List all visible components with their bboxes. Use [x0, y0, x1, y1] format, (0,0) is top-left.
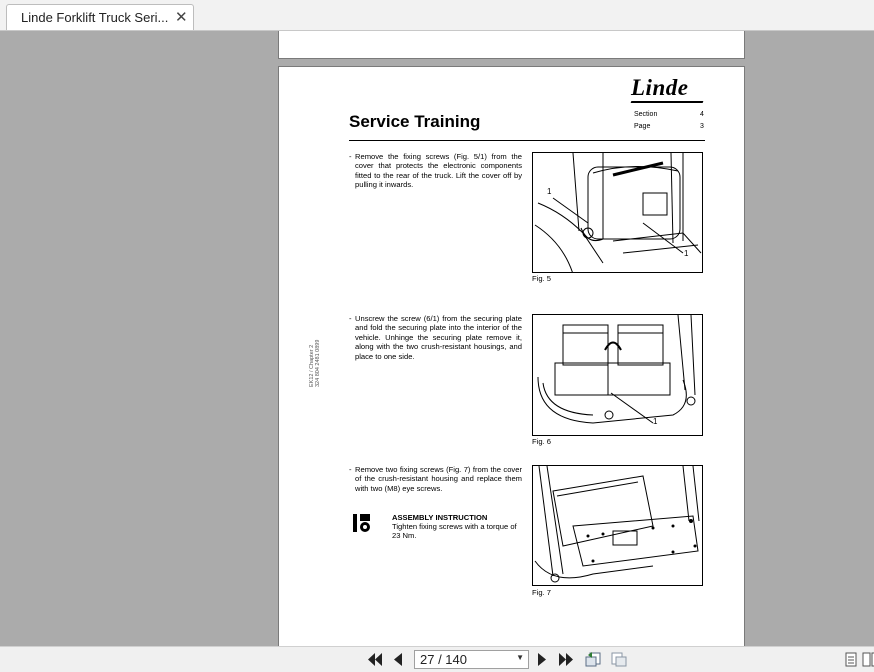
close-tab-icon[interactable]: ✕ — [175, 9, 188, 26]
figure-caption: Fig. 7 — [532, 588, 551, 597]
step-dash: - — [349, 314, 352, 323]
last-page-icon[interactable] — [557, 651, 575, 668]
side-code-line: 324 804 2481 0899 — [315, 339, 321, 387]
figure-callout: 1 — [684, 249, 689, 258]
step-text: Remove the fixing screws (Fig. 5/1) from the cover that protects the electronic components fitted to the rear of the truck. Lift the cover off by pulling it inwards. — [355, 152, 522, 190]
document-tab[interactable] — [6, 4, 194, 30]
figure-7-image — [532, 465, 703, 586]
tab-title: Linde Forklift Truck Seri... — [21, 10, 169, 25]
instruction-step — [349, 314, 522, 361]
brand-logo: Linde — [631, 75, 689, 100]
navigation-toolbar — [0, 646, 874, 672]
housing-cover-drawing — [533, 466, 703, 586]
logo-underline — [631, 101, 704, 103]
single-page-view-icon[interactable] — [842, 651, 860, 668]
assembly-instruction-text: Tighten fixing screws with a torque of 23 Nm. — [392, 522, 517, 541]
step-text: Remove two fixing screws (Fig. 7) from the cover of the crush-resistant housing and replace them with two (M8) eye screws. — [355, 465, 522, 493]
next-page-icon[interactable] — [533, 651, 551, 668]
step-text: Unscrew the screw (6/1) from the securing plate and fold the securing plate into the interior of the vehicle. Unhinge the securing plate remove it, along with the two crush-resistant housings, and place to one side. — [355, 314, 522, 361]
page-value: 3 — [700, 123, 704, 130]
instruction-step — [349, 152, 522, 190]
go-forward-icon[interactable] — [610, 651, 628, 668]
section-value: 4 — [700, 111, 704, 118]
forklift-cover-drawing — [533, 153, 703, 273]
torque-wrench-icon — [351, 512, 373, 534]
header-rule — [349, 140, 705, 141]
page-label: Page — [634, 123, 651, 130]
battery-housing-drawing — [533, 315, 703, 436]
document-viewer[interactable] — [0, 31, 874, 646]
step-dash: - — [349, 465, 352, 474]
prev-page-icon[interactable] — [390, 651, 408, 668]
figure-5-image — [532, 152, 703, 273]
side-code-line: EK12 / Chapter 2 — [309, 344, 315, 387]
chevron-down-icon: ▼ — [516, 653, 524, 662]
figure-6-image — [532, 314, 703, 436]
go-back-icon[interactable] — [584, 651, 602, 668]
page-number-selector[interactable] — [414, 650, 529, 669]
side-code — [309, 340, 321, 387]
figure-caption: Fig. 6 — [532, 437, 551, 446]
instruction-step — [349, 465, 522, 493]
step-dash: - — [349, 152, 352, 161]
section-label: Section — [634, 111, 658, 118]
previous-page — [278, 31, 745, 59]
assembly-instruction-title: ASSEMBLY INSTRUCTION — [392, 513, 488, 522]
two-page-view-icon[interactable] — [862, 651, 874, 668]
current-page — [278, 66, 745, 646]
figure-caption: Fig. 5 — [532, 274, 551, 283]
tab-bar — [0, 0, 874, 31]
first-page-icon[interactable] — [366, 651, 384, 668]
figure-callout: 1 — [653, 417, 658, 426]
figure-callout: 1 — [547, 187, 552, 196]
page-title: Service Training — [349, 112, 481, 131]
page-number-value: 27 / 140 — [420, 652, 467, 667]
